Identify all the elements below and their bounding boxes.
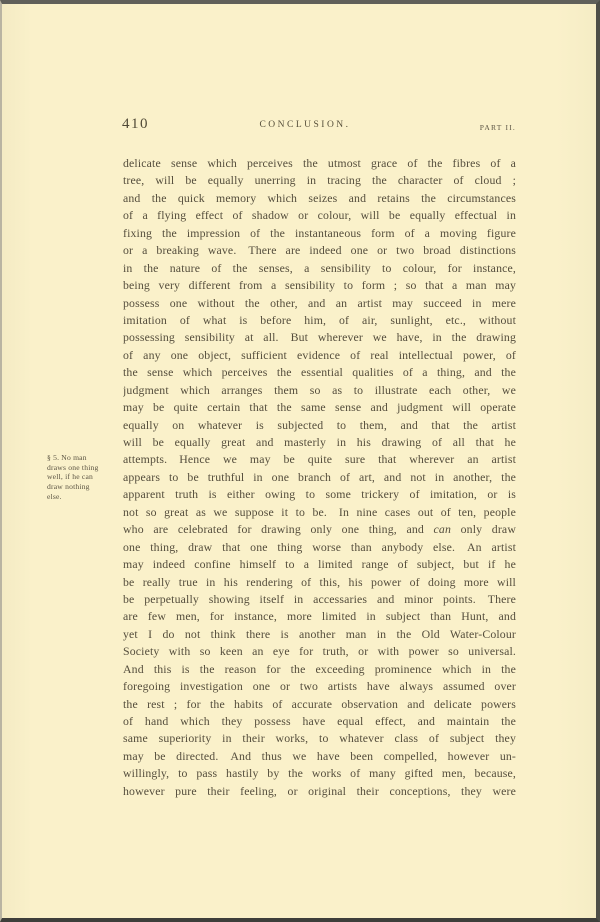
body-line: be perpetually showing itself in accessaries and minor points. There bbox=[123, 591, 516, 606]
body-line: will be equally great and masterly in his drawing of all that he bbox=[123, 435, 516, 449]
body-line: judgment which arranges them so as to illustrate each other, we bbox=[123, 382, 516, 397]
body-line: may be directed. And thus we have been compelled, however un- bbox=[123, 748, 516, 763]
running-title: CONCLUSION. bbox=[259, 120, 351, 130]
body-line: willingly, to pass hastily by the works of many gifted men, because, bbox=[123, 766, 516, 781]
body-line: be really true in his rendering of this, his power of doing more will bbox=[123, 574, 516, 589]
page-header bbox=[122, 116, 516, 140]
body-line: appears to be truthful in one branch of art, and not in another, the bbox=[123, 469, 516, 484]
sidenote-line: draws one thing bbox=[47, 462, 99, 472]
body-line: one thing, draw that one thing worse than anybody else. An artist bbox=[123, 539, 516, 554]
part-label: PART II. bbox=[479, 123, 516, 132]
body-line: attempts. Hence we may be quite sure that wherever an artist bbox=[123, 452, 516, 467]
body-line: of any one object, sufficient evidence of real intellectual power, of bbox=[123, 347, 516, 362]
body-line: the rest ; for the habits of accurate observation and delicate powers bbox=[123, 696, 516, 711]
body-line: are few men, for instance, more limited in subject than Hunt, and bbox=[123, 609, 516, 624]
body-line: or a breaking wave. There are indeed one or two broad distinctions bbox=[123, 243, 516, 258]
body-line: and the quick memory which seizes and retains the circumstances bbox=[123, 190, 516, 205]
body-line: delicate sense which perceives the utmost grace of the fibres of a bbox=[123, 156, 516, 170]
body-line: possessing sensibility at all. But wherever we have, in the drawing bbox=[123, 330, 516, 345]
body-line: of a flying effect of shadow or colour, will be equally effectual in bbox=[123, 208, 516, 223]
sidenote-line: else. bbox=[47, 491, 62, 501]
body-text bbox=[123, 155, 516, 800]
body-line: imitation of what is before him, of air, sunlight, etc., without bbox=[123, 312, 516, 327]
body-line: equally on whatever is subjected to them, and that the artist bbox=[123, 417, 516, 432]
body-line: may indeed confine himself to a limited range of subject, but if he bbox=[123, 557, 516, 572]
body-line: the sense which perceives the essential qualities of a thing, and the bbox=[123, 365, 516, 380]
body-line: however pure their feeling, or original their conceptions, they were bbox=[123, 783, 516, 798]
sidenote-line: well, if he can bbox=[47, 472, 94, 482]
body-line: possess one without the other, and an artist may succeed in mere bbox=[123, 295, 516, 310]
body-line: not so great as we suppose it to be. In nine cases out of ten, people bbox=[123, 504, 516, 519]
sidenote bbox=[47, 453, 109, 502]
body-line: who are celebrated for drawing only one thing, and can only draw bbox=[123, 522, 516, 537]
page-number: 410 bbox=[122, 116, 149, 132]
body-line: tree, will be equally unerring in tracing the character of cloud ; bbox=[123, 173, 516, 188]
body-line: same superiority in their works, to whatever class of subject they bbox=[123, 731, 516, 746]
body-line: apparent truth is either owing to some trickery of imitation, or is bbox=[123, 487, 516, 502]
body-line: may be quite certain that the same sense and judgment will operate bbox=[123, 400, 516, 415]
body-line: yet I do not think there is another man in the Old Water-Colour bbox=[123, 626, 516, 641]
body-line: in the nature of the senses, a sensibility to colour, for instance, bbox=[123, 260, 516, 275]
body-line: fixing the impression of the instantaneous form of a moving figure bbox=[123, 225, 516, 240]
body-line: being very different from a sensibility to form ; so that a man may bbox=[123, 278, 516, 293]
body-line: of hand which they possess have equal effect, and maintain the bbox=[123, 714, 516, 728]
body-line: And this is the reason for the exceeding prominence which in the bbox=[123, 661, 516, 676]
sidenote-line: draw nothing bbox=[47, 482, 90, 492]
body-line: Society with so keen an eye for truth, or with power so universal. bbox=[123, 644, 516, 659]
body-line: foregoing investigation one or two artists have always assumed over bbox=[123, 679, 516, 694]
sidenote-line: § 5. No man bbox=[47, 453, 87, 462]
